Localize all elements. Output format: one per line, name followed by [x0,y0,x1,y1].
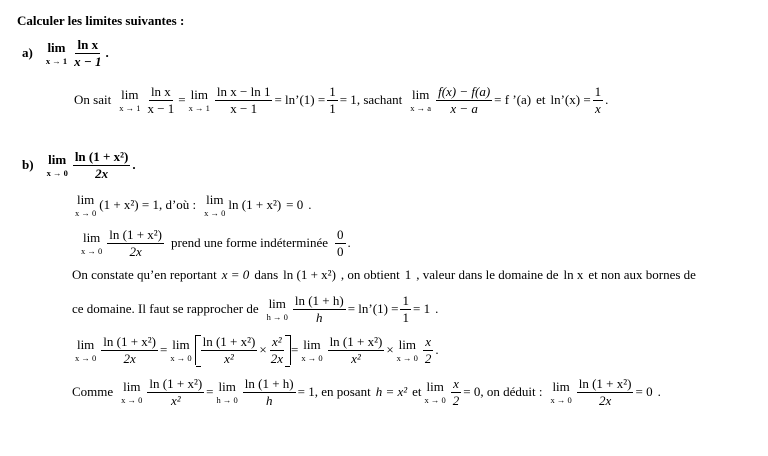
math-text: x [425,334,432,349]
fraction [101,335,158,365]
math-text: 1 [329,100,336,116]
math-text: . [605,92,609,108]
math-text: ln (1 + x²) [109,227,162,242]
limit-operator [425,380,446,405]
math-text: lim [303,336,321,352]
math-text: dans [254,267,279,282]
math-text: x → 1 [188,102,210,113]
math-text: prend une forme indéterminée [171,235,329,251]
math-text: 2x [598,392,612,408]
math-text: = [160,342,168,358]
fraction [73,150,131,180]
math-text: x → 0 [121,394,143,405]
math-text: x − 1 [230,100,258,116]
limit-operator [75,338,96,363]
limit-operator [301,338,322,363]
math-text: 1 [329,84,336,99]
math-text: ln (1 + x²) [228,197,282,213]
limit-operator [121,380,142,405]
limit-operator [397,338,418,363]
limit-operator [204,193,225,218]
fraction [423,335,434,365]
math-text: 2 [424,350,432,366]
math-text: , en posant [314,384,371,400]
math-text: lim [398,336,416,352]
fraction [293,294,346,324]
math-text: et [412,384,422,400]
limit-operator [81,231,102,256]
math-text: ln (1 + h) [244,376,294,391]
solution-b-line-6 [72,377,661,407]
math-text: 1 [594,84,602,99]
math-text: f(x) − f(a) [438,84,491,99]
solution-b-line-3 [72,267,696,283]
math-text: , d’où : [158,197,197,213]
math-text: . [132,157,136,173]
limit-operator [47,153,68,178]
fraction [577,377,634,407]
math-text: x² [170,392,181,408]
math-text: 2x [95,165,109,181]
math-text: ce domaine. Il faut se rapprocher de [72,301,259,317]
math-text: lim [48,151,67,167]
math-text: ln x [563,267,584,282]
math-text: . [347,235,351,251]
math-text: = 1 [412,301,431,317]
limit-operator [217,380,238,405]
math-text: x [453,376,459,391]
limit-operator [410,88,431,113]
math-text: x → 0 [204,208,226,218]
math-text: = f ’(a) [494,92,532,108]
math-text: 0 [337,243,344,259]
fraction [215,85,273,115]
math-text: = 1 [339,92,357,108]
math-text: lim [76,192,95,207]
math-text: 2x [129,243,142,259]
math-text: = 0 [635,384,653,400]
math-text: h [316,309,323,325]
fraction [72,38,103,68]
math-text: h [265,392,273,408]
solution-b-line-5 [72,335,439,365]
math-text: x² [271,334,282,349]
math-text: x = 0 [221,267,250,282]
math-text: . [657,384,661,400]
math-text: x → 0 [396,352,418,363]
fraction [201,335,258,365]
question-b [22,150,136,180]
exercise-title: Calculer les limites suivantes : [17,13,185,28]
math-text: 2x [123,350,136,366]
fraction [335,228,346,258]
math-text: x → 0 [81,245,103,256]
math-text: lim [76,336,95,352]
math-text: x → 0 [301,352,323,363]
math-text: On sait [74,92,112,108]
math-text: h = x² [375,384,408,400]
math-text: ln’(x) = [550,92,591,108]
math-text: 1 [402,293,409,308]
fraction [436,85,492,115]
bracket-group [195,335,291,365]
math-text: 2x [270,350,283,366]
fraction [400,294,411,324]
math-text: lim [190,86,208,102]
math-text: = 1 [297,384,315,400]
math-text: × [386,342,394,358]
math-text: h → 0 [266,311,288,322]
solution-b-line-1 [72,193,312,218]
math-text: x → 1 [119,102,141,113]
fraction [327,85,338,115]
math-text: x² [351,350,361,366]
math-text: , on déduit : [480,384,543,400]
math-text: x² [224,350,234,366]
math-text: x − 1 [147,100,175,116]
math-text: lim [412,86,430,102]
solution-b-line-4 [72,294,438,324]
question-a [22,38,109,68]
math-text: ln (1 + x²) [149,376,203,391]
math-text: ln x [77,37,99,52]
math-text: lim [47,39,66,55]
math-text: ln (1 + x²) [578,376,632,391]
fraction [269,335,285,365]
math-text: ln (1 + x²) [103,334,156,349]
math-text: . [105,45,109,61]
math-text: = 0 [463,384,481,400]
math-text: , sachant [356,92,403,108]
question-b-label: b) [22,157,34,173]
limit-operator [46,41,67,66]
math-text: lim [552,378,570,394]
math-text: = ln’(1) = [347,301,399,317]
math-text: x → 0 [170,352,192,363]
math-text: x → 1 [45,55,68,66]
math-text: x → 0 [46,167,68,178]
math-text: x → 0 [75,352,97,363]
fraction [147,377,204,407]
math-text: x → 0 [550,394,572,405]
math-text: x → a [410,102,432,113]
math-text: = [178,92,186,108]
fraction [243,377,296,407]
math-text: x − 1 [74,53,102,69]
math-text: ln (1 + h) [294,293,344,308]
limit-operator [170,338,191,363]
math-text: lim [172,336,190,352]
math-text: 2 [452,392,460,408]
math-text: ln x [150,84,171,99]
math-text: ln x − ln 1 [216,84,271,99]
fraction [145,85,176,115]
fraction [328,335,385,365]
fraction [593,85,604,115]
math-text: Comme [72,384,114,400]
math-text: , valeur dans le domaine de [416,267,559,282]
limit-operator [267,297,288,322]
math-text: et [536,92,546,108]
math-text: . [435,301,439,317]
solution-a [74,85,608,115]
math-text: lim [121,86,139,102]
math-text: × [259,342,267,358]
math-text: h → 0 [216,394,238,405]
math-text: 0 [337,227,344,242]
question-a-label: a) [22,45,33,61]
math-text: = [206,384,214,400]
limit-operator [75,193,96,218]
math-text: On constate qu’en reportant [72,267,217,282]
limit-operator [189,88,210,113]
limit-operator [119,88,140,113]
math-text: ln (1 + x²) [283,267,336,282]
math-text: lim [82,229,101,245]
math-text: = ln’(1) = [274,92,326,108]
math-text: . [435,342,439,358]
math-text: ln (1 + x²) [329,334,383,349]
math-text: x → 0 [424,394,446,405]
limit-operator [550,380,571,405]
math-text: lim [206,192,224,207]
fraction [451,377,462,407]
math-text: , on obtient [340,267,400,282]
math-text: lim [123,378,141,394]
math-text: = 0 [286,197,304,213]
math-text: x → 0 [75,208,97,218]
math-text: ln (1 + x²) [202,334,256,349]
math-text: ln (1 + x²) [74,149,129,164]
math-text: = [290,342,299,358]
math-text: lim [218,378,236,394]
math-text: et non aux bornes de [588,267,696,282]
solution-b-line-2 [78,228,351,258]
math-text: 1 [402,309,409,325]
fraction [107,228,164,258]
math-text: x − a [450,100,478,116]
math-text: lim [268,295,286,311]
math-text: lim [426,378,444,394]
math-text: . [308,197,312,213]
math-text: 1 [404,267,412,282]
math-text: x [595,100,601,116]
math-text: (1 + x²) = 1 [99,197,159,213]
